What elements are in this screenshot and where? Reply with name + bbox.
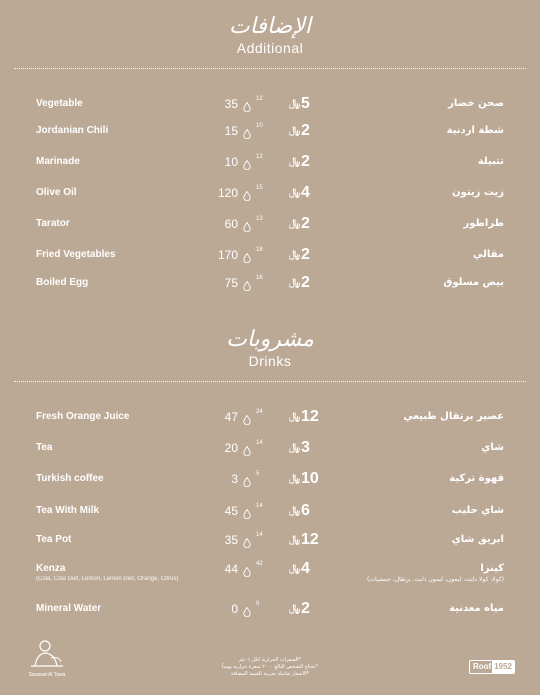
calorie-drop-icon (243, 276, 251, 286)
item-time-value: 24 (256, 409, 263, 415)
item-price: 4 (301, 560, 310, 577)
item-time-value: 15 (256, 185, 263, 191)
item-calories: 3 (231, 472, 238, 486)
item-time-value: 14 (256, 503, 263, 509)
item-calories: 10 (224, 155, 238, 169)
item-name-ar: زيت زيتون (452, 187, 504, 198)
item-name-ar: كينزا (480, 563, 504, 574)
item-price: 5 (301, 95, 310, 112)
menu-item-row (0, 276, 540, 304)
currency-icon: ﷼ (289, 187, 301, 198)
currency-icon: ﷼ (289, 249, 301, 260)
currency-icon: ﷼ (289, 156, 301, 167)
item-time-value: 42 (256, 561, 263, 567)
item-time-value: 0 (256, 601, 260, 607)
item-time-value: 18 (256, 247, 263, 253)
item-calories: 60 (224, 217, 238, 231)
menu-item-row (0, 217, 540, 245)
item-calories: 120 (217, 186, 238, 200)
calorie-drop-icon (243, 533, 251, 543)
item-price: 2 (301, 122, 310, 139)
calorie-drop-icon (243, 217, 251, 227)
menu-item-row (0, 410, 540, 438)
item-options-ar: (كولا، كولا دايت، ليمون، ليمون دايت، برتقال، حمضيات) (366, 576, 504, 583)
currency-icon: ﷼ (289, 98, 301, 109)
item-name-en: Tea With Milk (36, 505, 100, 516)
menu-item-row (0, 248, 540, 276)
item-price: 2 (301, 274, 310, 291)
currency-icon: ﷼ (289, 563, 301, 574)
currency-icon: ﷼ (289, 473, 301, 484)
footer-note: *الاسعار شاملة ضريبة القيمة المضافة (230, 671, 310, 677)
item-name-ar: تتبيلة (477, 156, 504, 167)
currency-icon: ﷼ (289, 277, 301, 288)
calorie-drop-icon (243, 562, 251, 572)
item-name-ar: مقالي (472, 249, 504, 260)
currency-icon: ﷼ (289, 218, 301, 229)
calorie-drop-icon (243, 97, 251, 107)
menu-item-row (0, 186, 540, 214)
item-time-value: 5 (256, 471, 260, 477)
calorie-drop-icon (243, 472, 251, 482)
currency-icon: ﷼ (289, 505, 301, 516)
item-time-value: 12 (256, 96, 263, 102)
item-time (256, 503, 263, 510)
item-time (256, 185, 263, 192)
item-time (256, 123, 263, 130)
item-time (256, 532, 263, 539)
item-name-en: Fried Vegetables (36, 249, 116, 260)
item-price: 2 (301, 246, 310, 263)
item-name-ar: صحن خضار (448, 98, 504, 109)
section-title-ar: مشروبات (226, 327, 314, 352)
item-name-ar: طراطور (463, 218, 504, 229)
item-time-value: 12 (256, 154, 263, 160)
item-name-en: Turkish coffee (36, 473, 104, 484)
item-calories: 44 (224, 562, 238, 576)
item-name-ar: بيض مسلوق (443, 277, 504, 288)
item-price: 12 (301, 531, 319, 548)
item-name-en: Jordanian Chili (36, 125, 109, 136)
item-time (256, 275, 263, 282)
item-name-en: Kenza (36, 563, 66, 574)
item-calories: 75 (224, 276, 238, 290)
item-name-en: Tarator (36, 218, 70, 229)
item-name-en: Tea (36, 442, 53, 453)
calorie-drop-icon (243, 504, 251, 514)
item-name-ar: قهوة تركية (449, 473, 504, 484)
menu-item-row (0, 155, 540, 183)
item-price: 2 (301, 600, 310, 617)
item-time (256, 409, 263, 416)
item-price: 6 (301, 502, 310, 519)
item-calories: 20 (224, 441, 238, 455)
calorie-drop-icon (243, 124, 251, 134)
item-time-value: 14 (256, 440, 263, 446)
item-calories: 0 (231, 602, 238, 616)
item-name-en: Fresh Orange Juice (36, 411, 130, 422)
divider (14, 381, 526, 382)
item-time-value: 16 (256, 275, 263, 281)
menu-item-row (0, 602, 540, 630)
item-price: 12 (301, 408, 319, 425)
item-time (256, 247, 263, 254)
item-name-ar: شاي (481, 442, 504, 453)
item-name-en: Tea Pot (36, 534, 72, 545)
item-time-value: 14 (256, 532, 263, 538)
item-price: 4 (301, 184, 310, 201)
calorie-drop-icon (243, 248, 251, 258)
item-price: 10 (301, 470, 319, 487)
footer-notes (170, 657, 370, 678)
footer-note: *يحتاج الشخص البالغ ٢٠٠٠ سعرة حرارية يومياً (222, 664, 318, 670)
roof-badge (469, 660, 515, 674)
item-calories: 35 (224, 97, 238, 111)
item-calories: 35 (224, 533, 238, 547)
item-time (256, 471, 259, 478)
brand-logo (24, 638, 70, 678)
footer-note: *السعرات الحرارية لكل ٠١غم (238, 657, 302, 663)
menu-item-row (0, 504, 540, 532)
item-options-en: (Cola, Cola Diet, Lemon, Lemon Diet, Orange, Citrus) (36, 576, 179, 582)
item-name-ar: عصير برتقال طبيعي (403, 411, 504, 422)
menu-item-row (0, 97, 540, 125)
item-name-en: Vegetable (36, 98, 83, 109)
currency-icon: ﷼ (289, 442, 301, 453)
currency-icon: ﷼ (289, 603, 301, 614)
chef-icon (27, 638, 67, 668)
item-time-value: 10 (256, 123, 263, 129)
item-time (256, 601, 259, 608)
item-name-ar: شاي حليب (451, 505, 504, 516)
divider (14, 68, 526, 69)
item-time-value: 13 (256, 216, 263, 222)
currency-icon: ﷼ (289, 411, 301, 422)
menu-item-row (0, 533, 540, 561)
item-calories: 170 (217, 248, 238, 262)
item-calories: 15 (224, 124, 238, 138)
menu-item-row (0, 124, 540, 152)
item-price: 3 (301, 439, 310, 456)
calorie-drop-icon (243, 155, 251, 165)
currency-icon: ﷼ (289, 534, 301, 545)
badge-left-text: Roof (473, 662, 492, 671)
item-calories: 45 (224, 504, 238, 518)
item-name-ar: شطة اردنية (446, 125, 504, 136)
section-title-en: Drinks (248, 353, 292, 369)
logo-caption: Sarawat Al Tawa (28, 672, 66, 678)
item-price: 2 (301, 215, 310, 232)
item-time (256, 216, 263, 223)
calorie-drop-icon (243, 186, 251, 196)
badge-right-text: 1952 (492, 661, 514, 673)
section-title-ar: الإضافات (229, 14, 311, 39)
calorie-drop-icon (243, 410, 251, 420)
item-name-en: Mineral Water (36, 603, 102, 614)
currency-icon: ﷼ (289, 125, 301, 136)
menu-item-row (0, 441, 540, 469)
item-time (256, 96, 263, 103)
section-title-en: Additional (236, 40, 304, 56)
item-time (256, 561, 263, 568)
section-header-drinks (0, 327, 540, 369)
menu-item-row (0, 562, 540, 590)
item-price: 2 (301, 153, 310, 170)
item-time (256, 440, 263, 447)
item-name-en: Marinade (36, 156, 80, 167)
menu-item-row (0, 472, 540, 500)
calorie-drop-icon (243, 602, 251, 612)
item-name-en: Olive Oil (36, 187, 77, 198)
item-time (256, 154, 263, 161)
item-name-ar: ابريق شاي (451, 534, 504, 545)
item-name-en: Boiled Egg (36, 277, 89, 288)
section-header-additional (0, 14, 540, 56)
item-calories: 47 (224, 410, 238, 424)
item-name-ar: مياه معدنية (449, 603, 504, 614)
calorie-drop-icon (243, 441, 251, 451)
